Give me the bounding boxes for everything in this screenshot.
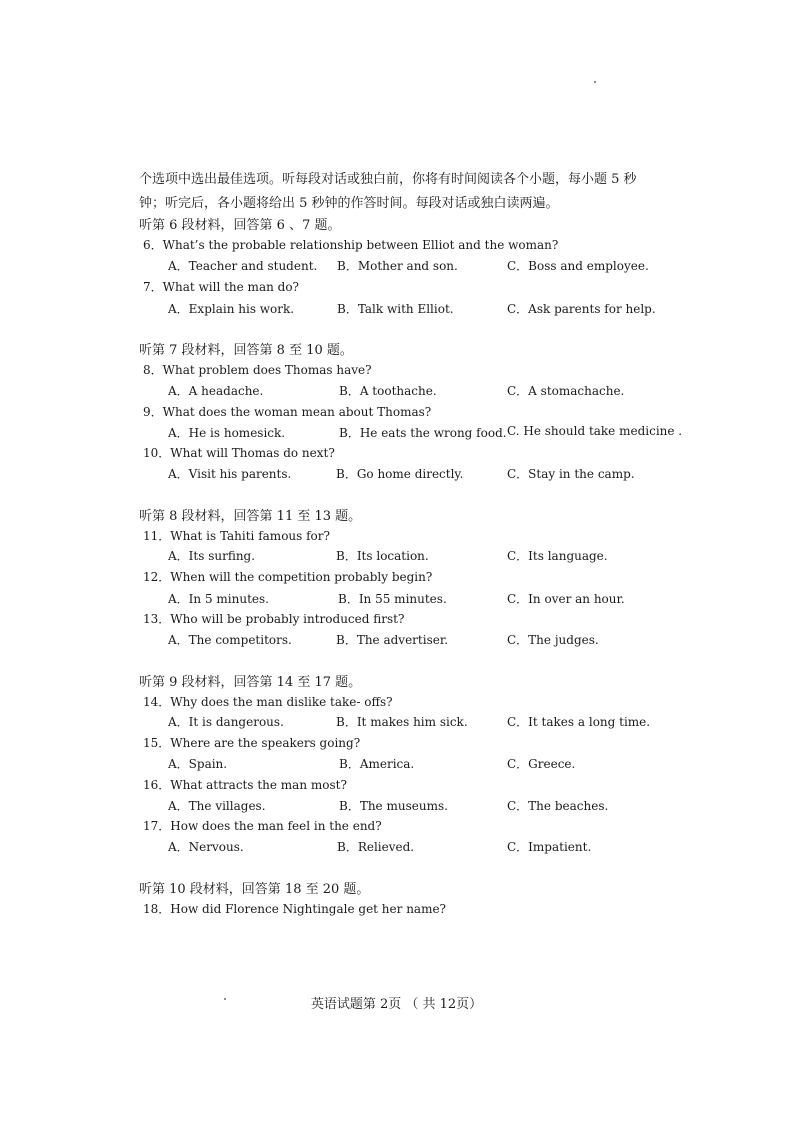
section-header: 听第 7 段材料，回答第 8 至 10 题。 xyxy=(139,343,353,358)
option-c: C．The beaches. xyxy=(507,799,609,813)
instruction-line: 钟；听完后，各小题将给出 5 秒钟的作答时间。每段对话或独白读两遍。 xyxy=(139,196,559,211)
option-a: A．Spain. xyxy=(168,757,228,771)
option-b: B．It makes him sick. xyxy=(336,715,468,729)
option-a: A．Explain his work. xyxy=(168,302,295,316)
question-text: What’s the probable relationship between Elliot and the woman? xyxy=(162,238,559,252)
section-header: 听第 9 段材料，回答第 14 至 17 题。 xyxy=(139,675,362,690)
question-number: 7． xyxy=(143,280,163,294)
question-number: 11． xyxy=(143,529,171,543)
option-b: B．The advertiser. xyxy=(336,633,449,647)
option-b: B．In 55 minutes. xyxy=(338,592,447,606)
option-a: A．He is homesick. xyxy=(168,426,286,440)
option-a: A．Teacher and student. xyxy=(168,259,318,273)
question-text: What will Thomas do next? xyxy=(170,446,335,460)
question-number: 8． xyxy=(143,363,163,377)
page-footer: 英语试题第 2页 （ 共 12页） xyxy=(310,997,483,1012)
option-c: C. He should take medicine . xyxy=(507,424,683,438)
question-text: How does the man feel in the end? xyxy=(170,819,382,833)
section-header: 听第 6 段材料，回答第 6 、7 题。 xyxy=(139,218,341,233)
question-number: 17． xyxy=(143,819,171,833)
question xyxy=(143,236,558,253)
instruction-line: 个选项中选出最佳选项。听每段对话或独白前，你将有时间阅读各个小题，每小题 5 秒 xyxy=(139,172,637,187)
option-b: B．The museums. xyxy=(339,799,448,813)
option-c: C．The judges. xyxy=(507,633,599,647)
question-number: 9． xyxy=(143,405,163,419)
question-text: Where are the speakers going? xyxy=(170,736,361,750)
question-number: 15． xyxy=(143,736,171,750)
question xyxy=(143,527,330,544)
question-number: 14． xyxy=(143,695,171,709)
option-a: A．Nervous. xyxy=(168,840,244,854)
question-number: 13． xyxy=(143,612,171,626)
question xyxy=(143,568,432,585)
option-c: C．Its language. xyxy=(507,549,608,563)
option-b: B．Go home directly. xyxy=(336,467,464,481)
question xyxy=(143,734,360,751)
question-text: What problem does Thomas have? xyxy=(162,363,372,377)
question-text: When will the competition probably begin? xyxy=(170,570,433,584)
question xyxy=(143,900,446,917)
option-b: B．Its location. xyxy=(336,549,429,563)
option-b: B．America. xyxy=(339,757,415,771)
option-b: B．Relieved. xyxy=(337,840,415,854)
option-b: B．He eats the wrong food. xyxy=(339,426,507,440)
question xyxy=(143,693,393,710)
option-a: A．Visit his parents. xyxy=(168,467,292,481)
question xyxy=(143,444,335,461)
question-number: 18． xyxy=(143,902,171,916)
instructions xyxy=(139,168,684,216)
question-text: What will the man do? xyxy=(162,280,299,294)
option-c: C．It takes a long time. xyxy=(507,715,651,729)
option-c: C．In over an hour. xyxy=(507,592,625,606)
question-text: Why does the man dislike take- offs? xyxy=(170,695,393,709)
scan-speck xyxy=(594,81,596,83)
option-a: A．In 5 minutes. xyxy=(168,592,269,606)
question-text: What is Tahiti famous for? xyxy=(170,529,330,543)
question-text: Who will be probably introduced first? xyxy=(170,612,405,626)
question-text: What does the woman mean about Thomas? xyxy=(162,405,432,419)
option-a: A．The villages. xyxy=(168,799,266,813)
option-c: C．Greece. xyxy=(507,757,576,771)
question-number: 16． xyxy=(143,778,171,792)
option-a: A．A headache. xyxy=(168,384,264,398)
option-c: C．A stomachache. xyxy=(507,384,625,398)
option-a: A．The competitors. xyxy=(168,633,292,647)
question xyxy=(143,776,347,793)
section-header: 听第 8 段材料，回答第 11 至 13 题。 xyxy=(139,509,362,524)
question-number: 6． xyxy=(143,238,163,252)
question xyxy=(143,278,299,295)
option-c: C．Stay in the camp. xyxy=(507,467,635,481)
question-text: How did Florence Nightingale get her name? xyxy=(170,902,446,916)
question xyxy=(143,361,372,378)
option-b: B．Talk with Elliot. xyxy=(337,302,454,316)
question xyxy=(143,403,431,420)
question xyxy=(143,817,382,834)
option-b: B．A toothache. xyxy=(339,384,437,398)
question-text: What attracts the man most? xyxy=(170,778,347,792)
option-b: B．Mother and son. xyxy=(337,259,458,273)
option-a: A．Its surfing. xyxy=(168,549,256,563)
question-number: 12． xyxy=(143,570,171,584)
question xyxy=(143,610,404,627)
option-a: A．It is dangerous. xyxy=(168,715,284,729)
option-c: C．Ask parents for help. xyxy=(507,302,656,316)
option-c: C．Boss and employee. xyxy=(507,259,649,273)
question-number: 10． xyxy=(143,446,171,460)
section-header: 听第 10 段材料，回答第 18 至 20 题。 xyxy=(139,882,370,897)
option-c: C．Impatient. xyxy=(507,840,592,854)
